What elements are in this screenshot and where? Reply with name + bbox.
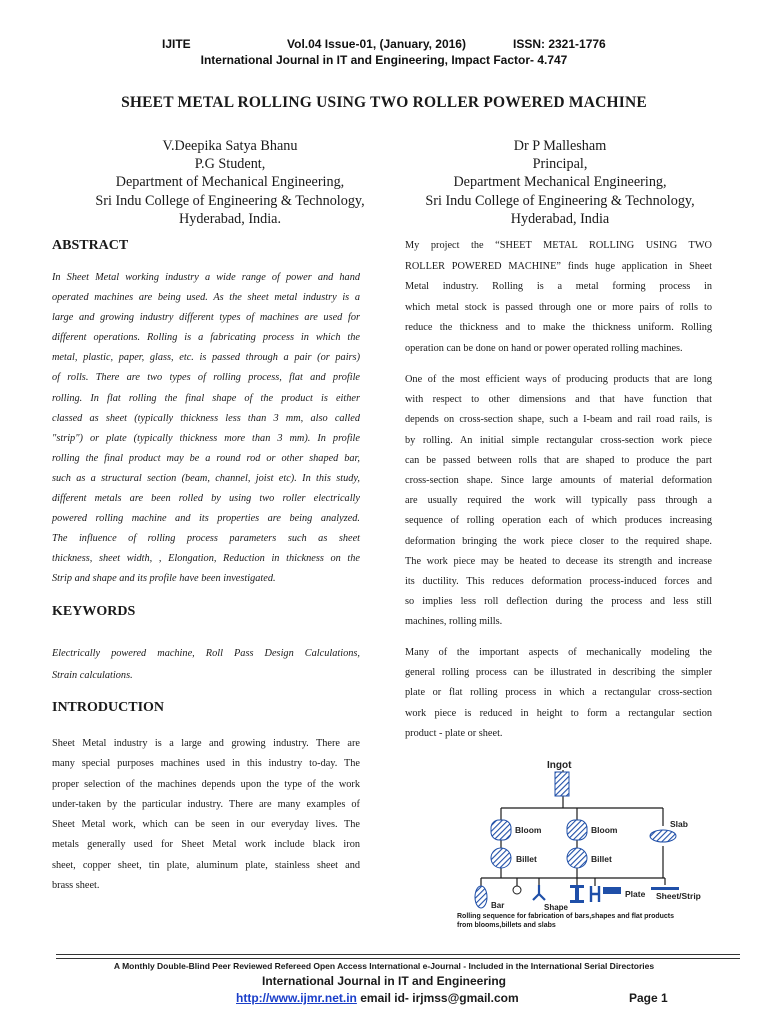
- slab-shape: [650, 830, 676, 842]
- figure-caption-2: from blooms,billets and slabs: [457, 922, 556, 929]
- ingot-label: Ingot: [547, 760, 572, 771]
- figure-caption-1: Rolling sequence for fabrication of bars,shapes and flat products: [457, 913, 675, 920]
- text-line: of rolls. There are two types of rolling process, flat and profile: [52, 372, 360, 384]
- text-line: metals generally used for Sheet Metal work include black iron: [52, 839, 360, 851]
- text-line: rolling the final product may be a round rod or other shaped bar,: [52, 452, 360, 464]
- text-line: rolling. In flat rolling the final shape of the product is either: [52, 392, 360, 404]
- page-number: Page 1: [629, 991, 668, 1005]
- text-line: under-taken by the particular industry. There are many examples of: [52, 798, 360, 810]
- text-line: product - plate or sheet.: [405, 727, 503, 739]
- text-line: The influence of rolling process parameters such as sheet: [52, 533, 360, 545]
- sheet-label: Sheet/Strip: [656, 891, 701, 901]
- author-position: Principal,: [532, 156, 588, 173]
- author-institution: Sri Indu College of Engineering & Technology,: [425, 192, 695, 209]
- introduction-text: [52, 734, 360, 896]
- text-line: powered rolling machine and its properties are being analyzed.: [52, 513, 360, 525]
- text-line: Sheet Metal industry is a large and growing industry. There are: [52, 738, 360, 749]
- rolling-sequence-figure: [455, 748, 725, 942]
- text-line: ROLLER POWERED MACHINE” finds huge application in Sheet: [405, 260, 712, 272]
- text-line: metal, plastic, paper, glass, etc. is passed through a pair (or pairs): [52, 352, 360, 364]
- text-line: brass sheet.: [52, 880, 100, 892]
- text-line: different operations. Rolling is a fabricating process in which the: [52, 332, 360, 344]
- text-line: sequence of rolling operation each of which produces increasing: [405, 515, 712, 527]
- text-line: plate or flat rolling process in which a rectangular cross-section: [405, 687, 712, 699]
- author-block-2: [360, 137, 760, 228]
- text-line: different metals are been rolled by using two roller electrically: [52, 493, 360, 505]
- modeling-paragraph: [405, 643, 712, 744]
- ingot-shape: [555, 772, 569, 796]
- author-institution: Sri Indu College of Engineering & Technology,: [95, 192, 365, 209]
- text-line: "strip") or plate (typically thickness more than 3 mm). In profile: [52, 432, 360, 444]
- plate-shape: [603, 887, 621, 894]
- text-line: My project the “SHEET METAL ROLLING USING TWO: [405, 240, 712, 251]
- text-line: Strip and shape and its profile have been investigated.: [52, 573, 276, 585]
- introduction-heading: INTRODUCTION: [52, 700, 165, 715]
- bloom-shape-1: [491, 820, 511, 840]
- author-location: Hyderabad, India.: [178, 210, 282, 227]
- text-line: can be passed between rolls that are shaped to produce the part: [405, 454, 712, 466]
- journal-subtitle: International Journal in IT and Engineering, Impact Factor- 4.747: [200, 53, 568, 67]
- author-name: Dr P Mallesham: [513, 138, 607, 154]
- author-department: Department of Mechanical Engineering,: [115, 174, 345, 191]
- text-line: which metal stock is passed through one or more pairs of rolls to: [405, 301, 712, 313]
- text-line: reduce the thickness and to make the thickness uniform. Rolling: [405, 322, 712, 334]
- project-paragraph: [405, 236, 712, 360]
- journal-website-link[interactable]: http://www.ijmr.net.in: [236, 991, 357, 1005]
- author-department: Department Mechanical Engineering,: [453, 174, 667, 191]
- text-line: classed as sheet (typically thickness less than 3 mm, also called: [52, 412, 360, 424]
- text-line: deformation bringing the work piece closer to the required shape.: [405, 535, 712, 547]
- keywords-text: [52, 643, 360, 687]
- text-line: One of the most efficient ways of producing products that are long: [405, 374, 712, 385]
- text-line: Sheet Metal work, which can be seen in our everyday lives. The: [52, 819, 360, 831]
- billet-shape-2: [567, 848, 587, 868]
- bloom-label-2: Bloom: [591, 825, 618, 835]
- text-line: thickness, sheet width, , Elongation, Reduction in thickness on the: [52, 553, 360, 565]
- author-name: V.Deepika Satya Bhanu: [162, 138, 298, 154]
- journal-name: IJITE: [162, 37, 191, 51]
- issn: ISSN: 2321-1776: [513, 37, 606, 51]
- rolling-sequence-diagram: [455, 748, 725, 942]
- billet-label-1: Billet: [516, 854, 537, 864]
- angle-shape: [533, 885, 545, 900]
- author-position: P.G Student,: [194, 156, 266, 173]
- text-line: The work piece may be heated to decease its strength and increase: [405, 555, 712, 567]
- bloom-label-1: Bloom: [515, 825, 542, 835]
- text-line: general rolling process can be illustrated in describing the simpler: [405, 667, 712, 679]
- text-line: machines, rolling mills.: [405, 616, 503, 628]
- text-line: operation can be done on hand or power operated rolling machines.: [405, 342, 683, 354]
- text-line: In Sheet Metal working industry a wide range of power and hand: [52, 272, 360, 283]
- footer-email: email id- irjmss@gmail.com: [356, 991, 519, 1005]
- text-line: so implies less roll deflection during the process and less still: [405, 596, 712, 608]
- rolling-paragraph: [405, 370, 712, 633]
- bar-shape: [475, 886, 487, 908]
- text-line: Many of the important aspects of mechanically modeling the: [405, 647, 712, 658]
- text-line: sheet, copper sheet, tin plate, aluminum plate, stainless sheet and: [52, 859, 360, 871]
- text-line: such as a structural section (beam, channel, joist etc). In this study,: [52, 472, 360, 484]
- text-line: Metal industry. Rolling is a metal forming process in: [405, 281, 712, 293]
- text-line: cross-section shape. Since large amounts of material deformation: [405, 475, 712, 487]
- text-line: Strain calculations.: [52, 670, 133, 681]
- rod-shape: [513, 886, 521, 894]
- footer-journal-name: International Journal in IT and Engineering: [261, 974, 507, 988]
- text-line: many special purposes machines used in this industry to-day. The: [52, 758, 360, 770]
- footer-rule-top: [56, 954, 740, 955]
- text-line: proper selection of the machines depends upon the type of the work: [52, 778, 360, 790]
- text-line: Electrically powered machine, Roll Pass Design Calculations,: [52, 648, 360, 659]
- billet-shape-1: [491, 848, 511, 868]
- paper-title: SHEET METAL ROLLING USING TWO ROLLER POWERED MACHINE: [121, 94, 647, 111]
- billet-label-2: Billet: [591, 854, 612, 864]
- text-line: operated machines are being used. As the sheet metal industry is a: [52, 292, 360, 304]
- slab-label: Slab: [670, 819, 688, 829]
- footer-description: A Monthly Double-Blind Peer Reviewed Refereed Open Access International e-Journal - Included in the International Serial Directories: [113, 961, 655, 971]
- text-line: work piece is reduced in height to form a rectangular section: [405, 707, 712, 719]
- keywords-heading: KEYWORDS: [52, 604, 136, 619]
- text-line: by rolling. An initial simple rectangular cross-section work piece: [405, 434, 712, 446]
- footer-contact: [236, 991, 519, 1005]
- plate-label: Plate: [625, 889, 646, 899]
- sheet-shape: [651, 887, 679, 890]
- author-location: Hyderabad, India: [510, 210, 610, 227]
- text-line: with respect to other dimensions and that have function that: [405, 394, 712, 406]
- bar-label: Bar: [491, 901, 505, 910]
- channel-shape: [591, 886, 599, 902]
- i-beam-shape: [570, 885, 584, 903]
- text-line: its ductility. This reduces deformation process-induced forces and: [405, 576, 712, 588]
- abstract-heading: ABSTRACT: [52, 238, 129, 253]
- abstract-text: [52, 268, 360, 590]
- volume-issue: Vol.04 Issue-01, (January, 2016): [287, 37, 466, 51]
- text-line: depends on cross-section shape, such a I-beam and rail road rails, is: [405, 414, 712, 426]
- footer-rule-bottom: [56, 958, 740, 959]
- text-line: are usually required the work will typically pass through a: [405, 495, 712, 507]
- bloom-shape-2: [567, 820, 587, 840]
- text-line: large and growing industry different types of machines are used for: [52, 312, 360, 324]
- shape-label: Shape: [544, 903, 569, 912]
